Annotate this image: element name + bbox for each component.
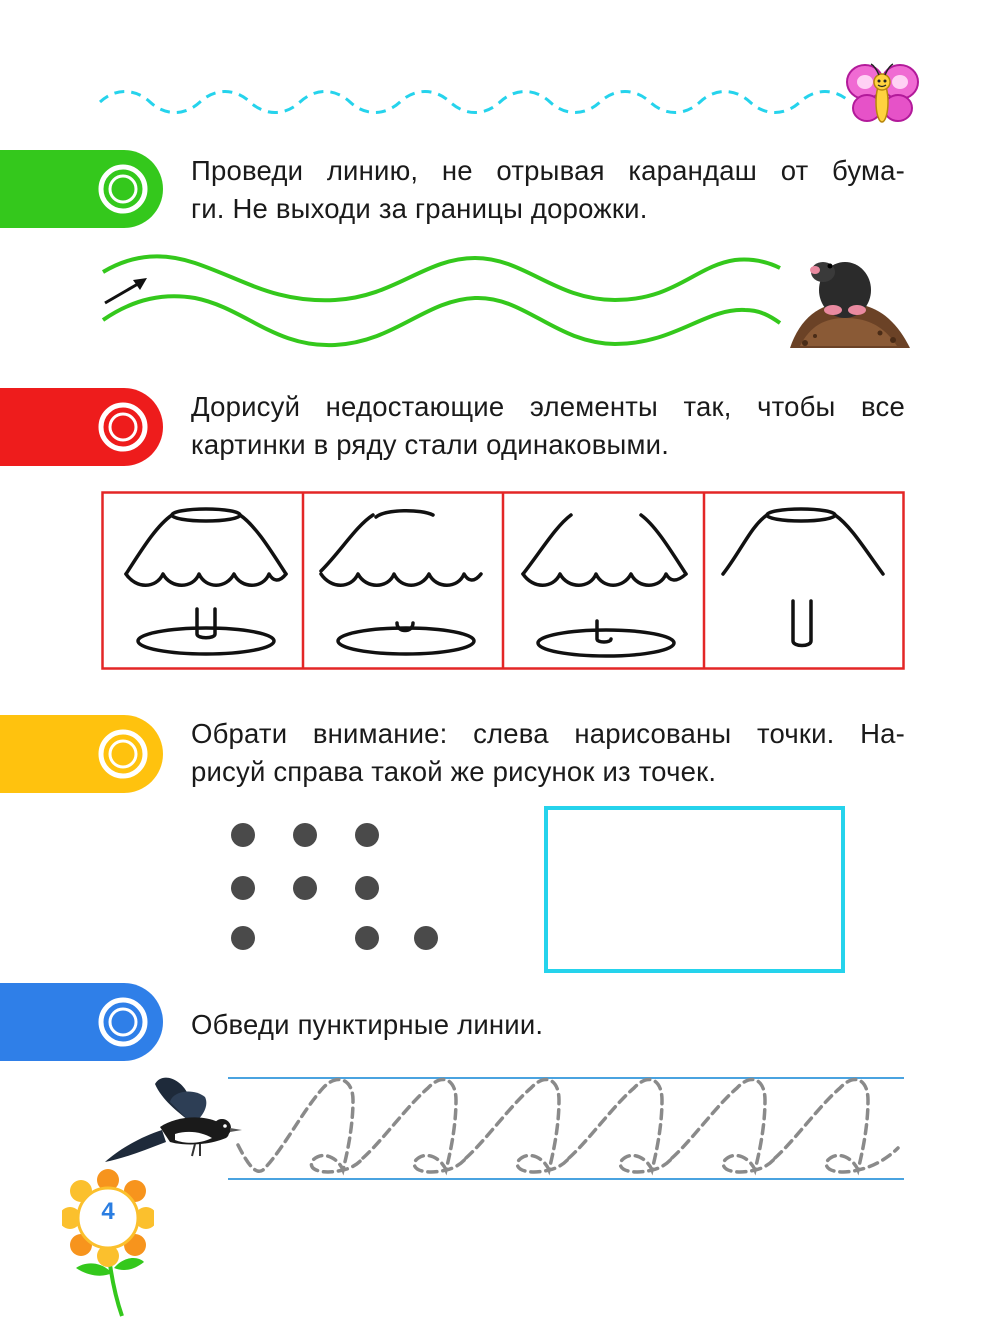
ring-icon — [97, 401, 149, 453]
task-4-tab — [0, 983, 163, 1061]
task-4-instruction — [191, 1006, 905, 1044]
task-1-tab — [0, 150, 163, 228]
wavy-track — [95, 248, 785, 358]
task-1-line-1: Проведи линию, не отрывая карандаш от бума- — [191, 155, 905, 186]
task-2-tab — [0, 388, 163, 466]
dot — [355, 876, 379, 900]
task-4-line-1: Обведи пунктирные линии. — [191, 1009, 544, 1040]
dot — [293, 876, 317, 900]
mole-icon — [785, 248, 915, 358]
top-wavy-border — [95, 88, 855, 116]
lamp-3 — [523, 515, 686, 656]
dot — [355, 926, 379, 950]
task-1-instruction — [191, 152, 905, 228]
lamp-4 — [723, 509, 883, 646]
task-3-instruction — [191, 715, 905, 791]
lamp-2 — [321, 511, 481, 654]
task-2-instruction — [191, 388, 905, 464]
flower-icon — [62, 1168, 154, 1317]
magpie-icon — [100, 1072, 242, 1172]
task-3-tab — [0, 715, 163, 793]
task-3-line-1: Обрати внимание: слева нарисованы точки. На- — [191, 718, 905, 749]
page-number: 4 — [101, 1198, 115, 1225]
ring-icon — [97, 163, 149, 215]
dot-answer-box[interactable] — [544, 806, 845, 973]
dot — [355, 823, 379, 847]
lamp-1 — [126, 509, 286, 654]
dot — [231, 926, 255, 950]
dot — [231, 823, 255, 847]
butterfly-icon — [845, 60, 920, 130]
tracing-area — [228, 1070, 908, 1185]
task-1-line-2: ги. Не выходи за границы дорожки. — [191, 193, 648, 224]
dot — [231, 876, 255, 900]
dot — [414, 926, 438, 950]
ring-icon — [97, 996, 149, 1048]
task-2-line-2: картинки в ряду стали одинаковыми. — [191, 429, 670, 460]
lamps-grid — [101, 491, 906, 671]
dot — [293, 823, 317, 847]
ring-icon — [97, 728, 149, 780]
task-3-line-2: рисуй справа такой же рисунок из точек. — [191, 756, 717, 787]
task-2-line-1: Дорисуй недостающие элементы так, чтобы все — [191, 391, 905, 422]
